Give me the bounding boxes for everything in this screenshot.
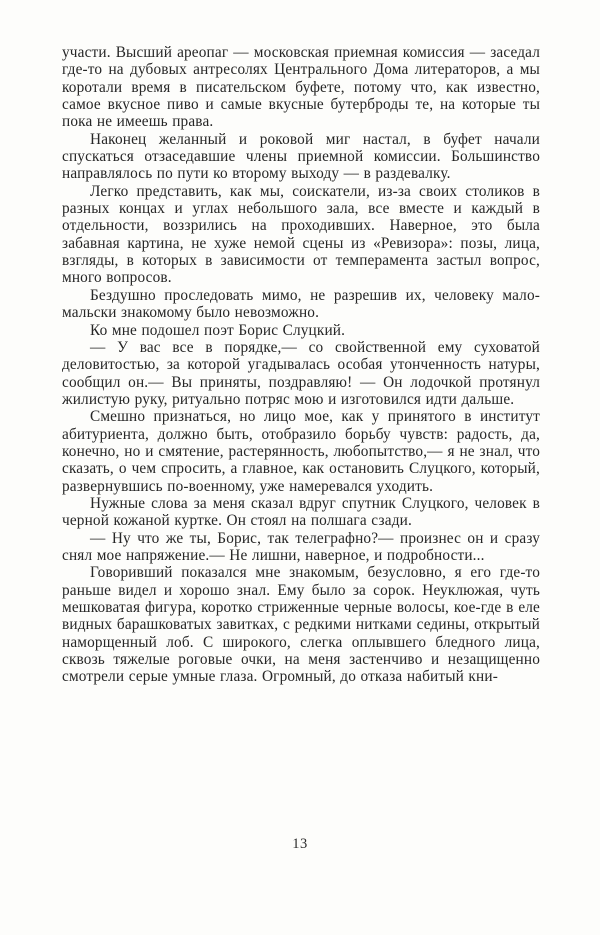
paragraph: Ко мне подошел поэт Борис Слуцкий. (90, 321, 346, 339)
paragraph: Смешно признаться, но лицо мое, как у принятого в институт абитуриента, должно быть, отобразило борьбу чувств: радость, да, конечно, но и смятение, растерянность, любопытство,— я не знал, что сказать, о чем спросить, а главное, как остановить Слуцкого, который, развернувшись по-военному, уже намеревался уходить. (62, 408, 540, 495)
paragraph: — Ну что же ты, Борис, так телеграфно?— произнес он и сразу снял мое напряжение.— Не лишни, наверное, и подробности... (62, 529, 540, 564)
paragraph: Говоривший показался мне знакомым, безусловно, я его где-то раньше видел и хорошо знал. Ему было за сорок. Неуклюжая, чуть мешковатая фигура, коротко стриженные черные волосы, кое-где в еле видных барашковатых завитках, с редкими нитками седины, открытый наморщенный лоб. С широкого, слегка оплывшего бледного лица, сквозь тяжелые роговые очки, на меня застенчиво и незащищенно смотрели серые умные глаза. Огромный, до отказа набитый кни- (62, 564, 540, 686)
page-number: 13 (292, 836, 308, 852)
paragraph: — У вас все в порядке,— со свойственной ему суховатой деловитостью, за которой угадывалась особая утонченность натуры, сообщил он.— Вы приняты, поздравляю! — Он лодочкой протянул жилистую руку, ритуально потряс мою и изготовился идти дальше. (62, 338, 540, 408)
paragraph: Нужные слова за меня сказал вдруг спутник Слуцкого, человек в черной кожаной куртке. Он стоял на полшага сзади. (62, 494, 540, 530)
paragraph: Наконец желанный и роковой миг настал, в буфет начали спускаться отзаседавшие члены приемной комиссии. Большинство направлялось по пути ко второму выходу — в раздевалку. (62, 130, 540, 183)
paragraph: Легко представить, как мы, соискатели, из-за своих столиков в разных концах и углах небольшого зала, все вместе и каждый в отдельности, воззрились на проходивших. Наверное, это была забавная картина, не хуже немой сцены из «Ревизора»: позы, лица, взгляды, в которых в зависимости от темперамента застыл вопрос, много вопросов. (62, 182, 540, 287)
text-block (62, 44, 540, 686)
paragraph: Бездушно проследовать мимо, не разрешив их, человеку мало-мальски знакомому было невозможно. (62, 286, 540, 322)
paragraph: участи. Высший ареопаг — московская приемная комиссия — заседал где-то на дубовых антресолях Центрального Дома литераторов, а мы коротали время в писательском буфете, потому что, как известно, самое вкусное пиво и самые вкусные бутерброды те, на которые ты пока не имеешь права. (62, 44, 540, 131)
